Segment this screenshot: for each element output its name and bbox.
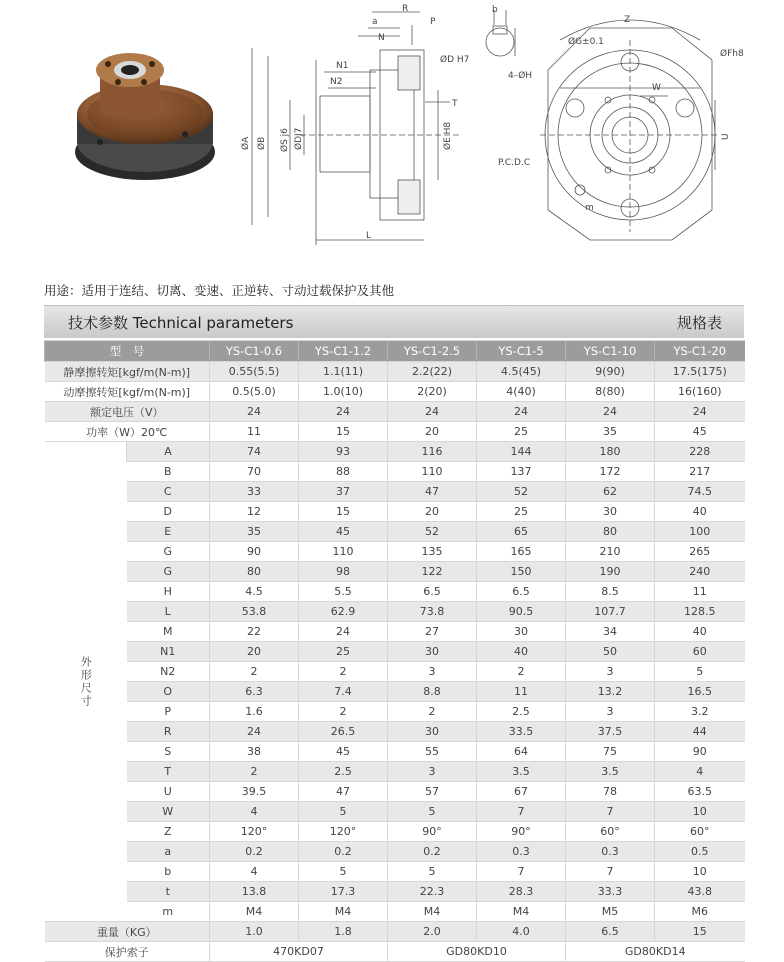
table-cell: 4 bbox=[210, 862, 299, 882]
table-cell: M4 bbox=[210, 902, 299, 922]
table-cell: 120° bbox=[210, 822, 299, 842]
table-cell: 24 bbox=[655, 402, 745, 422]
table-cell: 172 bbox=[566, 462, 655, 482]
spec-row bbox=[45, 402, 745, 422]
table-cell: 88 bbox=[299, 462, 388, 482]
table-cell: 15 bbox=[655, 922, 745, 942]
table-cell: 0.5 bbox=[655, 842, 745, 862]
dimension-key: N1 bbox=[127, 642, 210, 662]
dimension-row bbox=[45, 902, 745, 922]
table-cell: 37 bbox=[299, 482, 388, 502]
table-cell: 11 bbox=[655, 582, 745, 602]
dimension-key: m bbox=[127, 902, 210, 922]
table-cell: 39.5 bbox=[210, 782, 299, 802]
dimension-row bbox=[45, 462, 745, 482]
table-cell: 11 bbox=[210, 422, 299, 442]
table-cell: 64 bbox=[477, 742, 566, 762]
table-cell: 22.3 bbox=[388, 882, 477, 902]
model-header: 型 号 bbox=[45, 341, 210, 362]
table-cell: 0.5(5.0) bbox=[210, 382, 299, 402]
dimension-row bbox=[45, 662, 745, 682]
label-og: ØG±0.1 bbox=[568, 37, 604, 47]
dimension-key: P bbox=[127, 702, 210, 722]
model-name: YS-C1-1.2 bbox=[299, 341, 388, 362]
dimension-key: G bbox=[127, 562, 210, 582]
table-cell: 110 bbox=[388, 462, 477, 482]
table-cell: 4.0 bbox=[477, 922, 566, 942]
table-cell: 52 bbox=[477, 482, 566, 502]
table-cell: 30 bbox=[388, 722, 477, 742]
table-cell: 30 bbox=[477, 622, 566, 642]
dimension-row bbox=[45, 802, 745, 822]
table-cell: 2.5 bbox=[299, 762, 388, 782]
table-cell: 2 bbox=[477, 662, 566, 682]
table-cell: 1.6 bbox=[210, 702, 299, 722]
model-name: YS-C1-20 bbox=[655, 341, 745, 362]
table-cell: 5 bbox=[299, 862, 388, 882]
dimension-row bbox=[45, 542, 745, 562]
table-cell: 4(40) bbox=[477, 382, 566, 402]
table-cell: 78 bbox=[566, 782, 655, 802]
table-cell: M4 bbox=[299, 902, 388, 922]
banner-spec: 规格表 bbox=[676, 314, 722, 332]
table-cell: 16(160) bbox=[655, 382, 745, 402]
table-cell: 15 bbox=[299, 502, 388, 522]
table-cell: 35 bbox=[210, 522, 299, 542]
table-cell: 47 bbox=[299, 782, 388, 802]
table-cell: 60° bbox=[566, 822, 655, 842]
table-cell: 24 bbox=[477, 402, 566, 422]
table-cell: 44 bbox=[655, 722, 745, 742]
table-cell: 8(80) bbox=[566, 382, 655, 402]
table-cell: 1.1(11) bbox=[299, 362, 388, 382]
table-cell: 3.2 bbox=[655, 702, 745, 722]
table-cell: 0.2 bbox=[210, 842, 299, 862]
label-n2: N2 bbox=[330, 77, 343, 87]
table-cell: 27 bbox=[388, 622, 477, 642]
table-cell: 33.5 bbox=[477, 722, 566, 742]
dimension-key: R bbox=[127, 722, 210, 742]
table-cell: M5 bbox=[566, 902, 655, 922]
label-a: a bbox=[372, 17, 378, 27]
table-cell: 65 bbox=[477, 522, 566, 542]
dimension-key: G bbox=[127, 542, 210, 562]
table-cell: 12 bbox=[210, 502, 299, 522]
table-cell: 90.5 bbox=[477, 602, 566, 622]
label-os: ØS j6 bbox=[280, 128, 290, 152]
table-cell: 90° bbox=[388, 822, 477, 842]
dimension-key: O bbox=[127, 682, 210, 702]
table-cell: 13.2 bbox=[566, 682, 655, 702]
table-cell: 75 bbox=[566, 742, 655, 762]
spec-row bbox=[45, 362, 745, 382]
table-cell: 10 bbox=[655, 802, 745, 822]
table-cell: 33.3 bbox=[566, 882, 655, 902]
table-cell: 107.7 bbox=[566, 602, 655, 622]
label-oa: ØA bbox=[241, 136, 251, 150]
cable-row bbox=[45, 942, 745, 962]
weight-row bbox=[45, 922, 745, 942]
table-cell: 3 bbox=[566, 662, 655, 682]
table-cell: 190 bbox=[566, 562, 655, 582]
table-cell: 62.9 bbox=[299, 602, 388, 622]
table-cell: 2 bbox=[299, 702, 388, 722]
table-cell: 2 bbox=[210, 762, 299, 782]
table-cell: 3 bbox=[566, 702, 655, 722]
dimension-row bbox=[45, 582, 745, 602]
table-cell: 128.5 bbox=[655, 602, 745, 622]
table-cell: 24 bbox=[210, 722, 299, 742]
table-cell: 40 bbox=[477, 642, 566, 662]
table-cell: 53.8 bbox=[210, 602, 299, 622]
table-cell: 116 bbox=[388, 442, 477, 462]
table-cell: 26.5 bbox=[299, 722, 388, 742]
table-cell: 120° bbox=[299, 822, 388, 842]
table-cell: 43.8 bbox=[655, 882, 745, 902]
dimension-row bbox=[45, 682, 745, 702]
table-cell: 228 bbox=[655, 442, 745, 462]
table-cell: 100 bbox=[655, 522, 745, 542]
dimension-key: D bbox=[127, 502, 210, 522]
header-row bbox=[45, 341, 745, 362]
model-name: YS-C1-2.5 bbox=[388, 341, 477, 362]
table-cell: 30 bbox=[566, 502, 655, 522]
table-cell: 52 bbox=[388, 522, 477, 542]
table-cell: 6.5 bbox=[566, 922, 655, 942]
label-n1: N1 bbox=[336, 61, 349, 71]
table-cell: 165 bbox=[477, 542, 566, 562]
label-b: b bbox=[492, 5, 498, 15]
table-cell: 34 bbox=[566, 622, 655, 642]
table-cell: 470KD07 bbox=[210, 942, 388, 962]
table-cell: M4 bbox=[477, 902, 566, 922]
label-n: N bbox=[378, 33, 385, 43]
table-cell: 17.3 bbox=[299, 882, 388, 902]
dimension-row bbox=[45, 782, 745, 802]
table-cell: 3 bbox=[388, 762, 477, 782]
dimension-key: E bbox=[127, 522, 210, 542]
table-cell: 90° bbox=[477, 822, 566, 842]
table-cell: 10 bbox=[655, 862, 745, 882]
table-cell: 4.5 bbox=[210, 582, 299, 602]
table-cell: 15 bbox=[299, 422, 388, 442]
table-cell: 7 bbox=[566, 862, 655, 882]
table-cell: 24 bbox=[299, 402, 388, 422]
table-cell: 13.8 bbox=[210, 882, 299, 902]
table-cell: 2(20) bbox=[388, 382, 477, 402]
table-cell: 1.8 bbox=[299, 922, 388, 942]
table-cell: 63.5 bbox=[655, 782, 745, 802]
model-name: YS-C1-10 bbox=[566, 341, 655, 362]
banner-title: 技术参数 Technical parameters bbox=[68, 314, 294, 332]
table-cell: 4 bbox=[655, 762, 745, 782]
table-cell: 7 bbox=[566, 802, 655, 822]
table-cell: 35 bbox=[566, 422, 655, 442]
table-cell: 6.5 bbox=[477, 582, 566, 602]
table-cell: 1.0 bbox=[210, 922, 299, 942]
model-name: YS-C1-5 bbox=[477, 341, 566, 362]
table-cell: 4.5(45) bbox=[477, 362, 566, 382]
label-pcdc: P.C.D.C bbox=[498, 158, 531, 168]
label-m: m bbox=[585, 203, 594, 213]
spec-row bbox=[45, 422, 745, 442]
dimension-key: T bbox=[127, 762, 210, 782]
table-cell: 17.5(175) bbox=[655, 362, 745, 382]
dimension-key: b bbox=[127, 862, 210, 882]
table-cell: 0.3 bbox=[566, 842, 655, 862]
table-cell: 67 bbox=[477, 782, 566, 802]
table-cell: 7 bbox=[477, 802, 566, 822]
label-oe: ØE H8 bbox=[443, 121, 453, 150]
table-cell: 7.4 bbox=[299, 682, 388, 702]
table-cell: 55 bbox=[388, 742, 477, 762]
table-cell: 2.5 bbox=[477, 702, 566, 722]
table-cell: 45 bbox=[299, 742, 388, 762]
table-cell: 30 bbox=[388, 642, 477, 662]
table-cell: 45 bbox=[299, 522, 388, 542]
row-label: 保护索子 bbox=[45, 942, 210, 962]
table-cell: 25 bbox=[299, 642, 388, 662]
table-cell: 40 bbox=[655, 622, 745, 642]
dimension-key: L bbox=[127, 602, 210, 622]
table-cell: 74.5 bbox=[655, 482, 745, 502]
dimension-key: A bbox=[127, 442, 210, 462]
label-od: ØD H7 bbox=[440, 55, 470, 65]
label-r: R bbox=[402, 4, 409, 14]
table-cell: 0.2 bbox=[388, 842, 477, 862]
table-cell: M4 bbox=[388, 902, 477, 922]
table-cell: 98 bbox=[299, 562, 388, 582]
dimension-row bbox=[45, 502, 745, 522]
table-cell: 110 bbox=[299, 542, 388, 562]
spec-row bbox=[45, 382, 745, 402]
table-cell: 150 bbox=[477, 562, 566, 582]
row-label: 重量（KG） bbox=[45, 922, 210, 942]
table-cell: 265 bbox=[655, 542, 745, 562]
table-cell: M6 bbox=[655, 902, 745, 922]
table-cell: 74 bbox=[210, 442, 299, 462]
table-cell: GD80KD10 bbox=[388, 942, 566, 962]
label-p: P bbox=[430, 17, 436, 27]
dimension-row bbox=[45, 822, 745, 842]
table-cell: 60° bbox=[655, 822, 745, 842]
table-cell: 45 bbox=[655, 422, 745, 442]
table-cell: 37.5 bbox=[566, 722, 655, 742]
table-cell: 47 bbox=[388, 482, 477, 502]
table-cell: 6.3 bbox=[210, 682, 299, 702]
table-cell: 9(90) bbox=[566, 362, 655, 382]
table-cell: 80 bbox=[566, 522, 655, 542]
table-cell: 24 bbox=[566, 402, 655, 422]
table-cell: 22 bbox=[210, 622, 299, 642]
table-cell: 5 bbox=[388, 802, 477, 822]
dimension-row bbox=[45, 482, 745, 502]
table-cell: 3.5 bbox=[477, 762, 566, 782]
row-label: 静摩擦转矩[kgf/m(N-m)] bbox=[45, 362, 210, 382]
row-label: 额定电压（V） bbox=[45, 402, 210, 422]
dimension-key: N2 bbox=[127, 662, 210, 682]
table-cell: 4 bbox=[210, 802, 299, 822]
table-cell: 2.2(22) bbox=[388, 362, 477, 382]
label-h4: 4–ØH bbox=[508, 71, 533, 81]
table-cell: 70 bbox=[210, 462, 299, 482]
dimension-key: Z bbox=[127, 822, 210, 842]
table-cell: 8.8 bbox=[388, 682, 477, 702]
table-cell: 5 bbox=[299, 802, 388, 822]
table-cell: 11 bbox=[477, 682, 566, 702]
table-cell: 5 bbox=[655, 662, 745, 682]
table-cell: 210 bbox=[566, 542, 655, 562]
table-cell: 122 bbox=[388, 562, 477, 582]
dimension-row bbox=[45, 442, 745, 462]
dimension-key: C bbox=[127, 482, 210, 502]
label-t: T bbox=[452, 99, 458, 109]
dimension-row bbox=[45, 882, 745, 902]
table-cell: 8.5 bbox=[566, 582, 655, 602]
label-u: U bbox=[721, 133, 731, 140]
table-cell: 2 bbox=[388, 702, 477, 722]
table-cell: 2.0 bbox=[388, 922, 477, 942]
table-cell: 24 bbox=[388, 402, 477, 422]
label-w: W bbox=[652, 83, 661, 93]
dimension-row bbox=[45, 762, 745, 782]
table-cell: 5.5 bbox=[299, 582, 388, 602]
table-cell: 144 bbox=[477, 442, 566, 462]
dimension-row bbox=[45, 522, 745, 542]
dimension-row bbox=[45, 602, 745, 622]
usage-text: 用途：适用于连结、切离、变速、正逆转、寸动过载保护及其他 bbox=[44, 283, 395, 298]
table-cell: 137 bbox=[477, 462, 566, 482]
table-cell: 33 bbox=[210, 482, 299, 502]
dimension-key: U bbox=[127, 782, 210, 802]
table-cell: 40 bbox=[655, 502, 745, 522]
table-cell: 240 bbox=[655, 562, 745, 582]
dimension-key: a bbox=[127, 842, 210, 862]
table-cell: 62 bbox=[566, 482, 655, 502]
parameters-banner bbox=[44, 305, 744, 338]
table-cell: 0.2 bbox=[299, 842, 388, 862]
model-name: YS-C1-0.6 bbox=[210, 341, 299, 362]
table-cell: 20 bbox=[388, 502, 477, 522]
table-cell: 2 bbox=[299, 662, 388, 682]
table-cell: 3 bbox=[388, 662, 477, 682]
row-label: 功率（W）20℃ bbox=[45, 422, 210, 442]
table-cell: 28.3 bbox=[477, 882, 566, 902]
table-cell: 73.8 bbox=[388, 602, 477, 622]
dimension-key: M bbox=[127, 622, 210, 642]
table-cell: 50 bbox=[566, 642, 655, 662]
table-cell: 80 bbox=[210, 562, 299, 582]
table-cell: 0.55(5.5) bbox=[210, 362, 299, 382]
table-cell: 57 bbox=[388, 782, 477, 802]
table-cell: 16.5 bbox=[655, 682, 745, 702]
table-cell: 180 bbox=[566, 442, 655, 462]
label-l: L bbox=[366, 231, 372, 241]
row-label: 动摩擦转矩[kgf/m(N-m)] bbox=[45, 382, 210, 402]
label-odj7: ØDJ7 bbox=[294, 127, 304, 150]
dimension-key: t bbox=[127, 882, 210, 902]
table-cell: 93 bbox=[299, 442, 388, 462]
label-ob: ØB bbox=[257, 136, 267, 150]
label-z: Z bbox=[624, 15, 631, 25]
table-cell: 24 bbox=[210, 402, 299, 422]
dimension-key: W bbox=[127, 802, 210, 822]
dimension-row bbox=[45, 742, 745, 762]
table-cell: 90 bbox=[210, 542, 299, 562]
table-cell: 60 bbox=[655, 642, 745, 662]
label-ofh8: ØFh8 bbox=[720, 49, 744, 59]
dimension-row bbox=[45, 842, 745, 862]
table-cell: 217 bbox=[655, 462, 745, 482]
dimension-row bbox=[45, 642, 745, 662]
table-cell: 20 bbox=[210, 642, 299, 662]
table-cell: 135 bbox=[388, 542, 477, 562]
table-cell: 24 bbox=[299, 622, 388, 642]
table-cell: 25 bbox=[477, 422, 566, 442]
technical-drawing bbox=[0, 0, 784, 270]
table-cell: 0.3 bbox=[477, 842, 566, 862]
table-cell: 7 bbox=[477, 862, 566, 882]
dimension-row bbox=[45, 622, 745, 642]
table-cell: 5 bbox=[388, 862, 477, 882]
spec-table bbox=[44, 340, 745, 962]
dimensions-label: 外形尺寸 bbox=[45, 442, 127, 922]
table-cell: 6.5 bbox=[388, 582, 477, 602]
dimension-row bbox=[45, 862, 745, 882]
table-cell: 1.0(10) bbox=[299, 382, 388, 402]
dimension-row bbox=[45, 702, 745, 722]
dimension-key: S bbox=[127, 742, 210, 762]
table-cell: 38 bbox=[210, 742, 299, 762]
table-cell: 25 bbox=[477, 502, 566, 522]
dimension-row bbox=[45, 562, 745, 582]
table-cell: 2 bbox=[210, 662, 299, 682]
table-cell: 20 bbox=[388, 422, 477, 442]
table-cell: 90 bbox=[655, 742, 745, 762]
table-cell: 3.5 bbox=[566, 762, 655, 782]
table-cell: GD80KD14 bbox=[566, 942, 745, 962]
dimension-row bbox=[45, 722, 745, 742]
dimension-key: H bbox=[127, 582, 210, 602]
dimension-key: B bbox=[127, 462, 210, 482]
